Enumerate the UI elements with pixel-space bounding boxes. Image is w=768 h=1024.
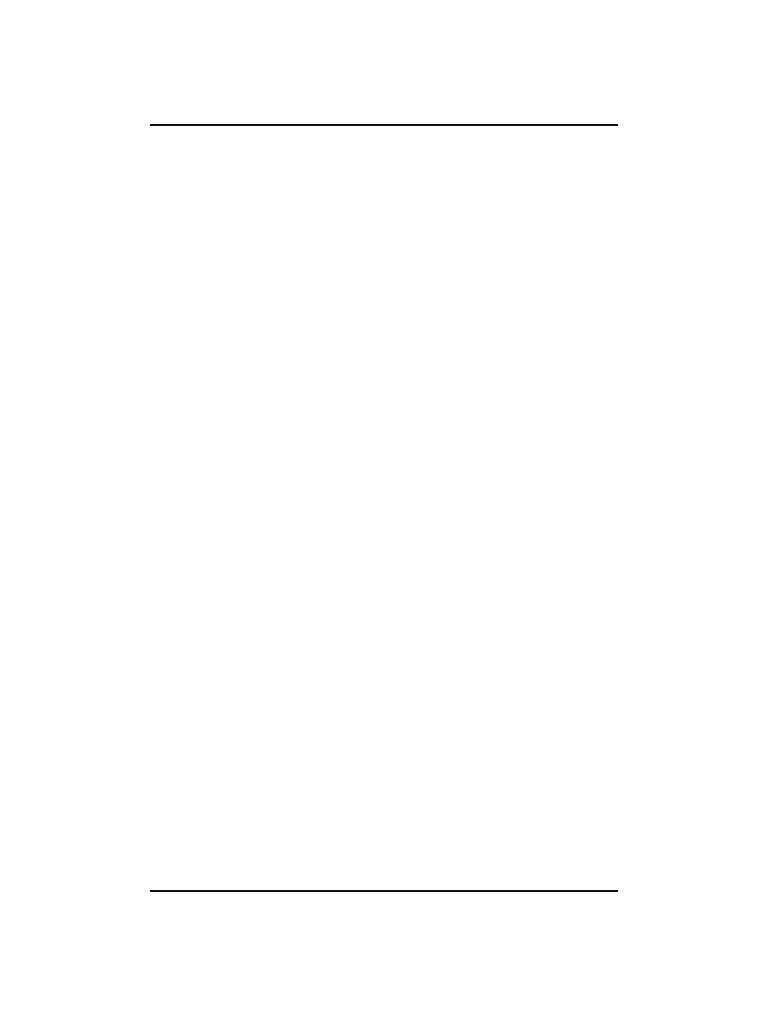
verse-line	[156, 526, 576, 553]
verse-line	[156, 500, 576, 527]
verse-line	[156, 757, 576, 784]
verse-line	[156, 384, 576, 411]
verse-line	[156, 837, 576, 864]
verse-line	[156, 189, 576, 216]
verse-line	[156, 668, 576, 695]
footer-rule	[150, 890, 618, 892]
verse	[156, 615, 576, 721]
verse-line	[156, 784, 576, 811]
verse-line	[156, 411, 576, 438]
verse-line	[156, 473, 576, 500]
verse-line	[156, 810, 576, 837]
verse-line	[156, 358, 576, 385]
verse-line	[156, 695, 576, 722]
verse-line	[156, 269, 576, 296]
verse	[156, 473, 576, 579]
verse-line	[156, 615, 576, 642]
verse-line	[156, 216, 576, 243]
verse-line	[156, 331, 576, 358]
verse-line	[156, 642, 576, 669]
verse	[156, 757, 576, 863]
verse-line	[156, 553, 576, 580]
verse	[156, 331, 576, 437]
header-rule	[150, 124, 618, 126]
verse-line	[156, 242, 576, 269]
verse	[156, 189, 576, 295]
